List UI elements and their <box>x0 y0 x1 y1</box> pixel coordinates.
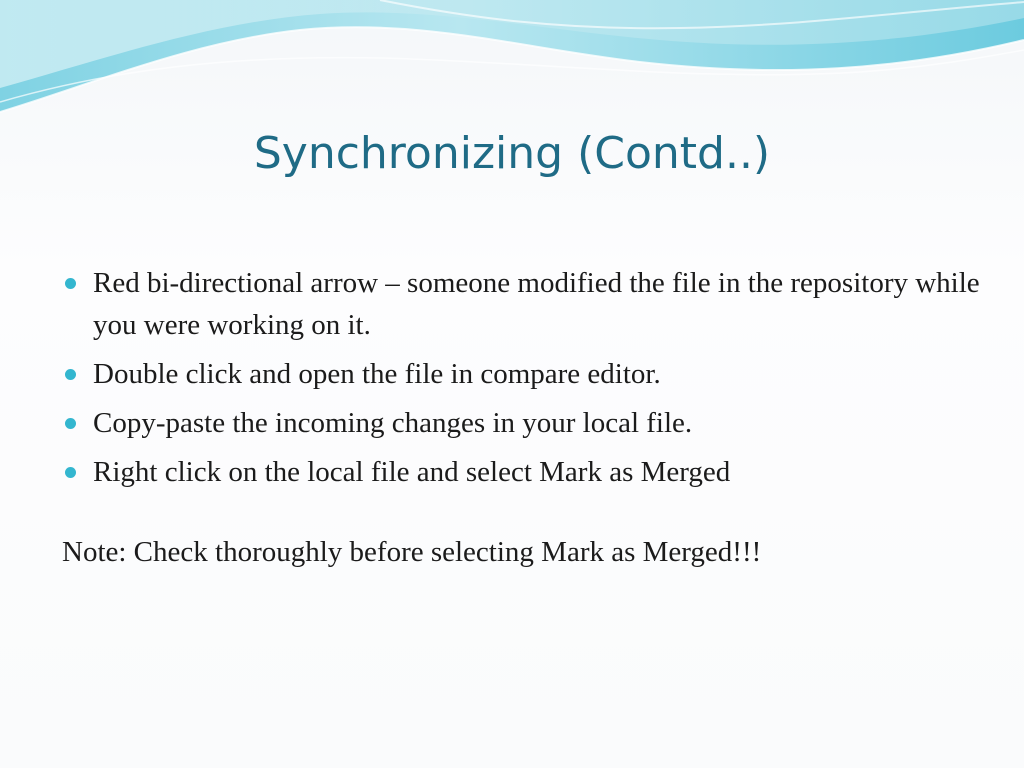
bullet-text: Red bi-directional arrow – someone modified the file in the repository while you were working on it. <box>93 267 980 341</box>
bullet-icon <box>65 369 76 380</box>
note-text: Note: Check thoroughly before selecting Mark as Merged!!! <box>62 536 762 568</box>
bullet-icon <box>65 418 76 429</box>
header-wave-decoration <box>0 0 1024 130</box>
bullet-text: Right click on the local file and select Mark as Merged <box>93 456 731 488</box>
bullet-icon <box>65 467 76 478</box>
bullet-list <box>62 262 982 493</box>
bullet-icon <box>65 278 76 289</box>
list-item <box>62 402 982 444</box>
page-title: Synchronizing (Contd..) <box>253 128 771 179</box>
bullet-text: Copy-paste the incoming changes in your local file. <box>93 407 693 439</box>
slide-content <box>62 262 982 602</box>
list-item <box>62 353 982 395</box>
list-item <box>62 262 982 346</box>
list-item <box>62 451 982 493</box>
bullet-text: Double click and open the file in compare editor. <box>93 358 661 390</box>
